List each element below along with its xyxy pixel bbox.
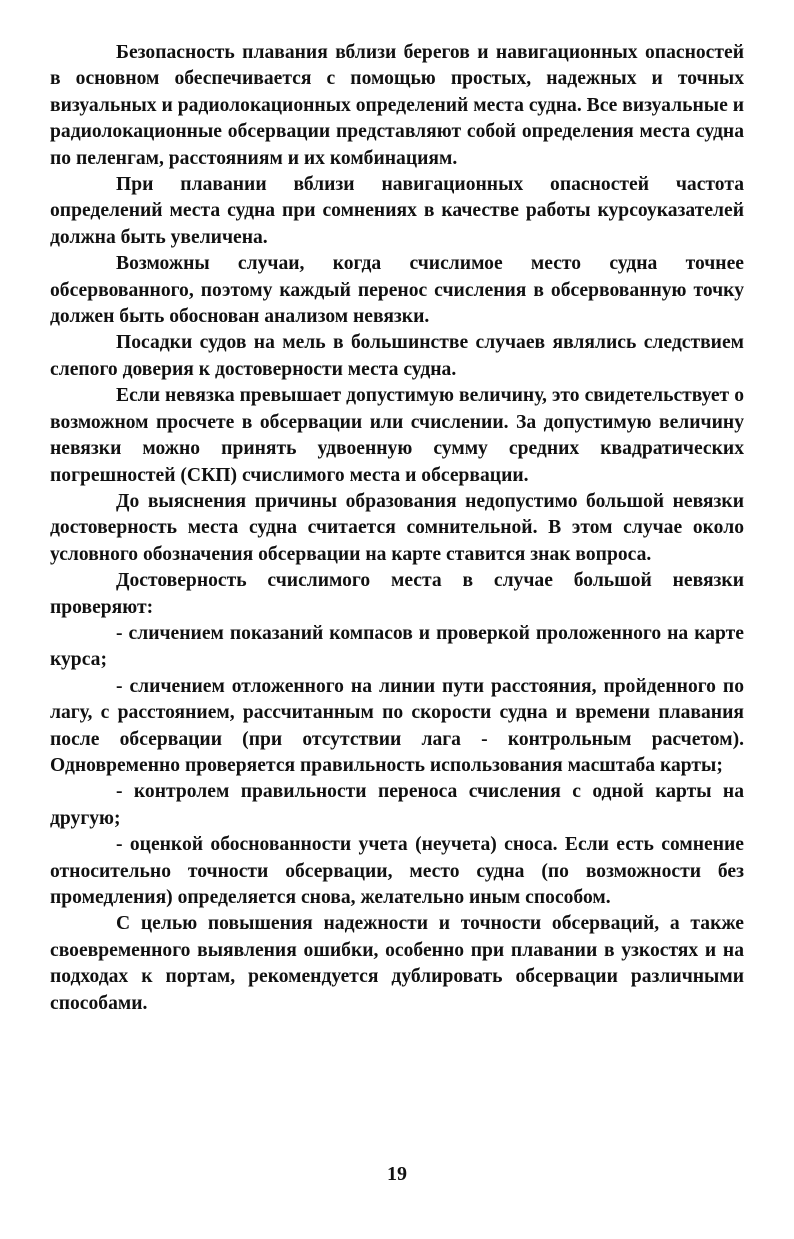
page-body bbox=[50, 40, 744, 1017]
paragraph-recommendation: С целью повышения надежности и точности обсерваций, а также своевременного выявления ошибки, особенно при плавании в узкостях и на подходах к портам, рекомендуется дублировать обсервации различными способами. bbox=[50, 913, 744, 1014]
paragraph-checks-intro: Достоверность счислимого места в случае большой невязки проверяют: bbox=[50, 570, 744, 618]
paragraph-check-distance: - сличением отложенного на линии пути расстояния, пройденного по лагу, с расстоянием, рассчитанным по скорости судна и времени плавания после обсервации (при отсутствии лага - контрольным расчетом). Одновременно проверяется правильность использования масштаба карты; bbox=[50, 675, 744, 776]
paragraph-groundings: Посадки судов на мель в большинстве случаев являлись следствием слепого доверия к достоверности места судна. bbox=[50, 332, 744, 380]
paragraph-check-compass: - сличением показаний компасов и проверкой проложенного на карте курса; bbox=[50, 622, 744, 671]
page-number: 19 bbox=[387, 1163, 407, 1185]
paragraph-check-chart-transfer: - контролем правильности переноса счисления с одной карты на другую; bbox=[50, 781, 744, 829]
paragraph-dead-reckoning: Возможны случаи, когда счислимое место судна точнее обсервованного, поэтому каждый перенос счисления в обсервованную точку должен быть обоснован анализом невязки. bbox=[50, 253, 744, 328]
paragraph-doubtful-fix: До выяснения причины образования недопустимо большой невязки достоверность места судна считается сомнительной. В этом случае около условного обозначения обсервации на карте ставится знак вопроса. bbox=[50, 490, 744, 565]
paragraph-safety-intro: Безопасность плавания вблизи берегов и навигационных опасностей в основном обеспечивается с помощью простых, надежных и точных визуальных и радиолокационных определений места судна. Все визуальные и радиолокационные обсервации представляют собой определения места судна по пеленгам, расстояниям и их комбинациям. bbox=[50, 42, 744, 169]
paragraph-check-drift: - оценкой обоснованности учета (неучета) сноса. Если есть сомнение относительно точности обсервации, место судна (по возможности без промедления) определяется снова, желательно иным способом. bbox=[50, 834, 744, 908]
paragraph-fix-frequency: При плавании вблизи навигационных опасностей частота определений места судна при сомнениях в качестве работы курсоуказателей должна быть увеличена. bbox=[50, 174, 744, 248]
paragraph-residual-limit: Если невязка превышает допустимую величину, это свидетельствует о возможном просчете в обсервации или счислении. За допустимую величину невязки можно принять удвоенную сумму средних квадратических погрешностей (СКП) счислимого места и обсервации. bbox=[50, 385, 744, 486]
